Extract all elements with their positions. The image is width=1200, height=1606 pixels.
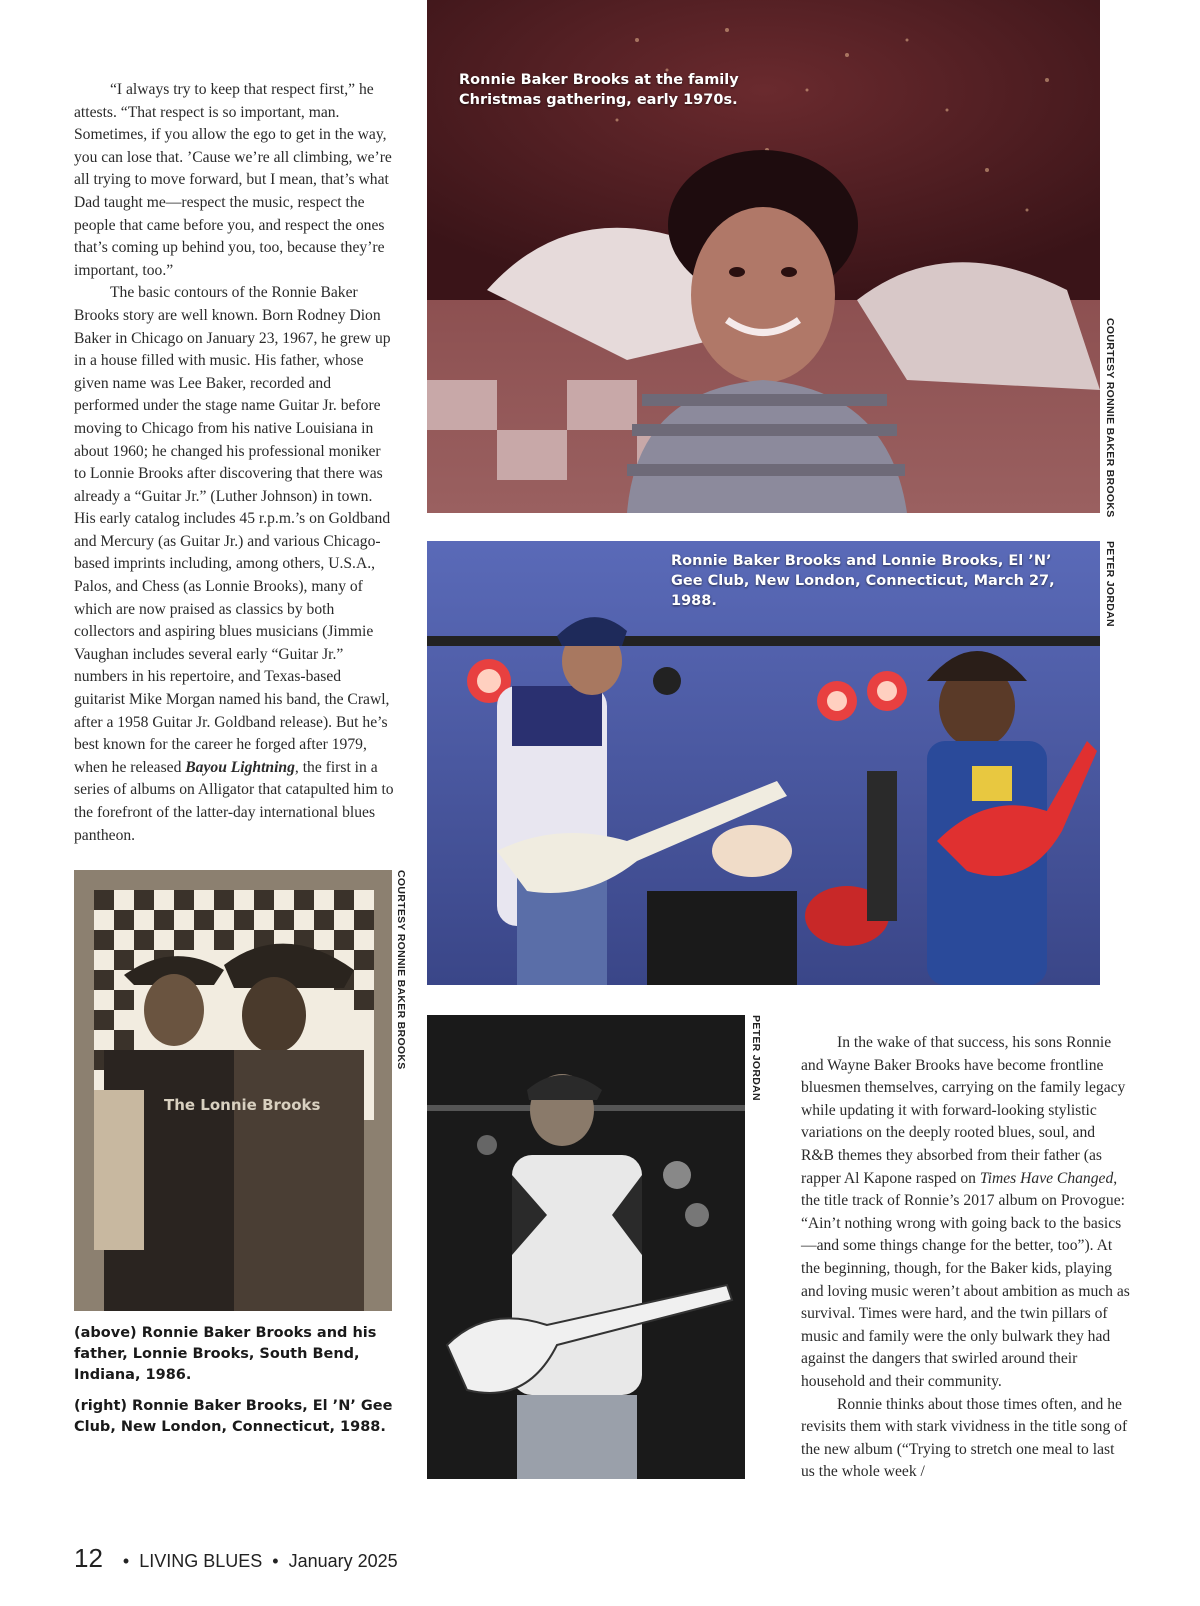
magazine-name: LIVING BLUES (139, 1551, 263, 1571)
photo-caption: Ronnie Baker Brooks and Lonnie Brooks, El ’N’ Gee Club, New London, Connecticut, March 27, 1988. (671, 553, 1055, 609)
club-stage-photo (427, 541, 1100, 985)
page-number: 12 (74, 1543, 103, 1573)
photo-caption: Ronnie Baker Brooks at the family Christmas gathering, early 1970s. (459, 72, 739, 108)
article-paragraph: “I always try to keep that respect first,” he attests. “That respect is so important, man. Sometimes, if you allow the ego to get in the way, you can lose that. ’Cause we’re all climbing, we’re all trying to move forward, but I mean, that’s what Dad taught me—respect the music, respect the people that came before you, and respect the ones that’s coming up behind you, too, because they’re important, too.” (74, 81, 392, 279)
paragraph-text: , the first in a series of albums on Alligator that catapulted him to the forefront of the latter-day international blues pantheon. (74, 758, 394, 844)
article-paragraph (74, 282, 396, 847)
photo-credit: COURTESY RONNIE BAKER BROOKS (395, 870, 407, 1070)
song-title: Times Have Changed (979, 1169, 1114, 1187)
page-footer (74, 1543, 398, 1574)
article-paragraph: Ronnie thinks about those times often, and he revisits them with stark vividness in the title song of the new album (“Trying to stretch one meal to last us the whole week / (801, 1395, 1128, 1481)
photo-credit: PETER JORDAN (750, 1015, 762, 1101)
separator: • (122, 1551, 130, 1571)
caption-right: (right) Ronnie Baker Brooks, El ’N’ Gee Club, New London, Connecticut, 1988. (74, 1398, 393, 1435)
photo-credit: COURTESY RONNIE BAKER BROOKS (1104, 318, 1116, 518)
paragraph-text: The basic contours of the Ronnie Baker Brooks story are well known. Born Rodney Dion Baker in Chicago on January 23, 1967, he grew up in a house filled with music. His father, whose given name was Lee Baker, recorded and performed under the stage name Guitar Jr. before moving to Chicago from his native Louisiana in about 1960; he changed his professional moniker to Lonnie Brooks after discovering that there was already a “Guitar Jr.” (Luther Johnson) in town. His early catalog includes 45 r.p.m.’s on Goldband and Mercury (as Guitar Jr.) and various Chicago-based imprints including, among others, U.S.A., Palos, and Chess (as Lonnie Brooks), many of which are now praised as classics by both collectors and aspiring blues musicians (Jimmie Vaughan includes several early “Guitar Jr.” numbers in his repertoire, and Texas-based guitarist Mike Morgan named his band, the Crawl, after a 1958 Guitar Jr. Goldband release). But he’s best known for the career he forged after 1979, when he released (74, 284, 391, 776)
article-column-left (74, 79, 396, 847)
photo-credit: PETER JORDAN (1104, 541, 1116, 627)
shirt-text: The Lonnie Brooks (164, 1096, 321, 1114)
article-paragraph (801, 1032, 1131, 1394)
article-column-right (801, 1032, 1131, 1484)
caption-above: (above) Ronnie Baker Brooks and his father, Lonnie Brooks, South Bend, Indiana, 1986. (74, 1325, 377, 1383)
paragraph-text: In the wake of that success, his sons Ronnie and Wayne Baker Brooks have become frontline bluesmen themselves, carrying on the family legacy while updating it with forward-looking stylistic variations on the deeply rooted blues, soul, and R&B themes they absorbed from their father (as rapper Al Kapone rasped on (801, 1034, 1126, 1187)
father-son-photo (74, 870, 392, 1311)
christmas-photo (427, 0, 1100, 513)
guitar-photo (427, 1015, 745, 1479)
issue-date: January 2025 (288, 1551, 398, 1571)
paragraph-text: , the title track of Ronnie’s 2017 album on Provogue: “Ain’t nothing wrong with going back to the basics—and some things change for the better, too”). At the beginning, though, for the Baker kids, playing and loving music weren’t about ambition as much as survival. Times were hard, and the twin pillars of music and family were the only bulwark they had against the dangers that swirled around their household and their community. (801, 1169, 1130, 1390)
album-title: Bayou Lightning (185, 758, 295, 776)
separator: • (272, 1551, 279, 1571)
